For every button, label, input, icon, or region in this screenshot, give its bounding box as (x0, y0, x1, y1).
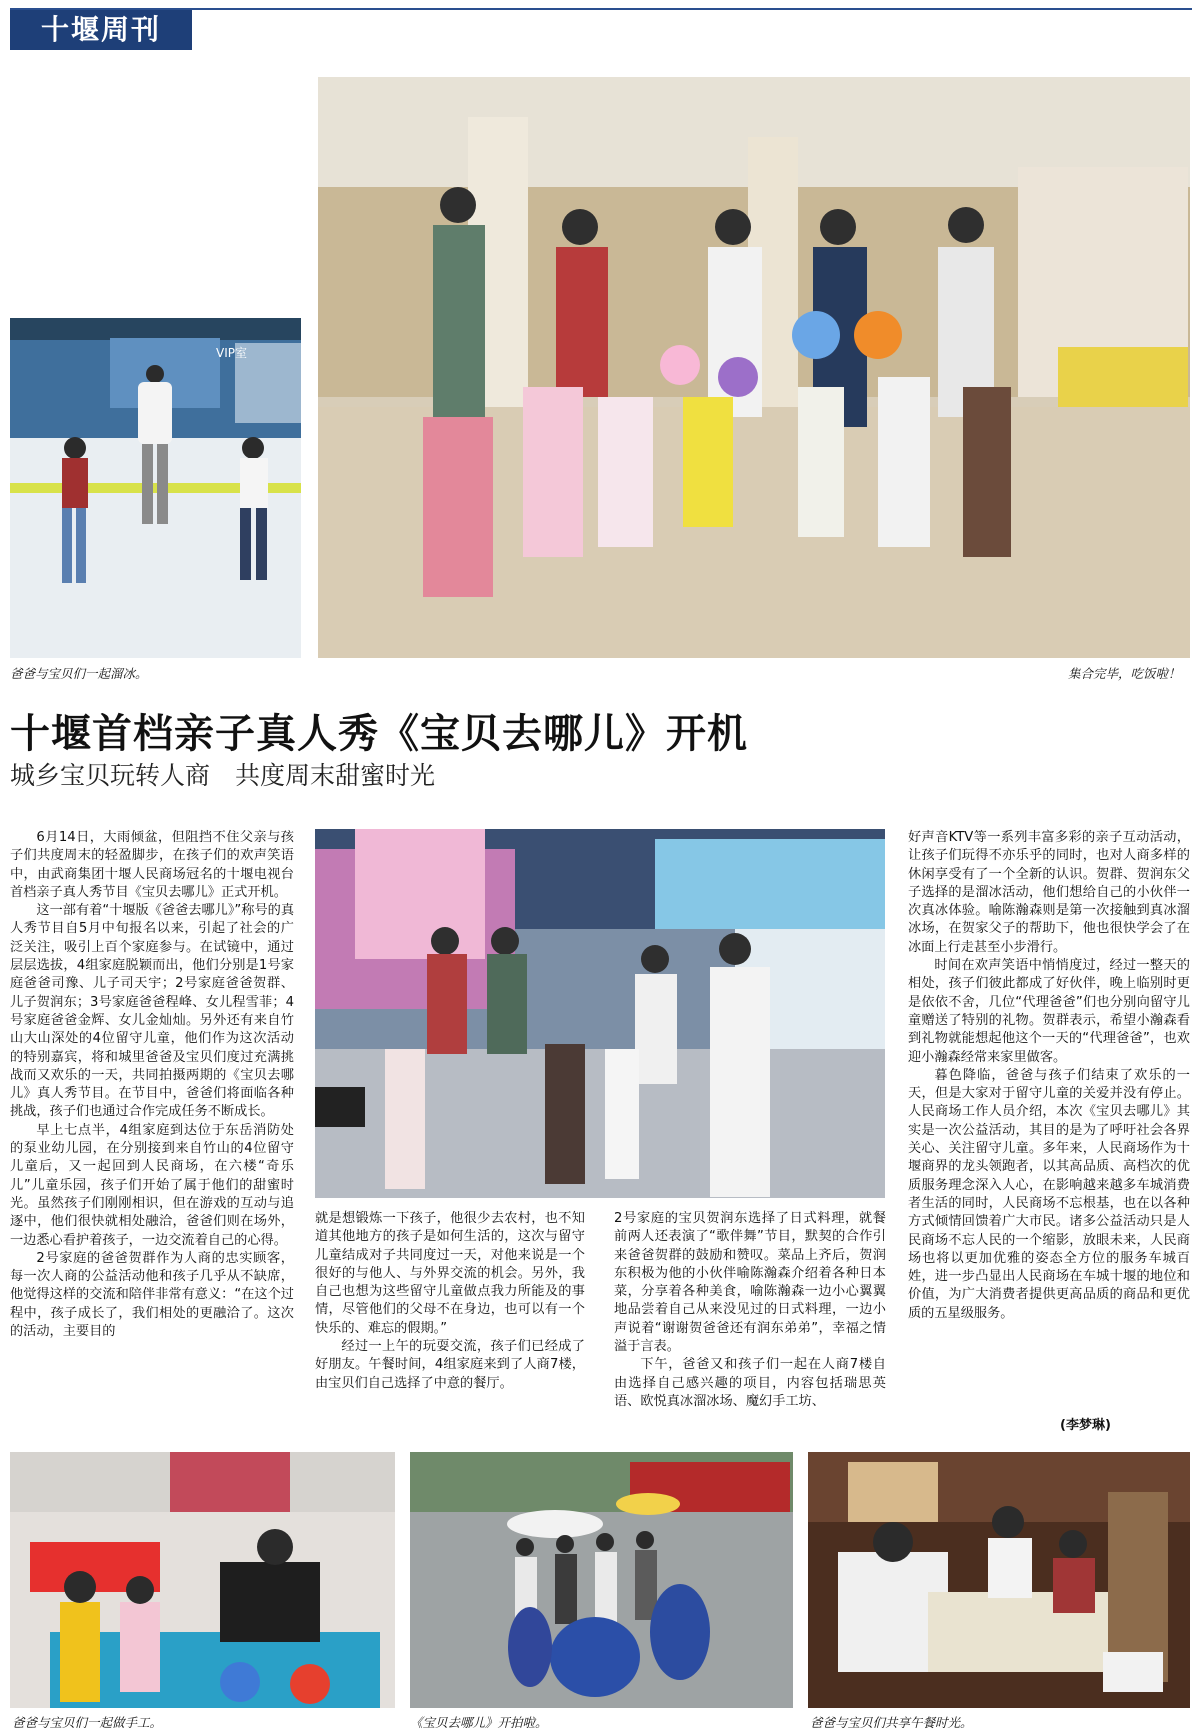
photo-skating (10, 318, 301, 658)
col3-paragraph-1: 2号家庭的宝贝贺润东选择了日式料理，就餐前两人还表演了“歌伴舞”节目，默契的合作引来爸爸贺群的鼓励和赞叹。菜品上齐后，贺润东积极为他的小伙伴喻陈瀚森介绍着各种日本菜，分享着各种美食，喻陈瀚森一边小心翼翼地品尝着自己从来没见过的日式料理，一边小声说着“谢谢贺爸爸还有润东弟弟”，幸福之情溢于言表。 (614, 1211, 886, 1355)
col4-paragraph-1: 好声音KTV等一系列丰富多彩的亲子互动活动，让孩子们玩得不亦乐乎的同时，也对人商多样的休闲享受有了一个全新的认识。贺群、贺润东父子选择的是溜冰活动，他们想给自己的小伙伴一次真冰体验。喻陈瀚森则是第一次接触到真冰溜冰场，在贺家父子的帮助下，他也很快学会了在冰面上行走甚至小步滑行。 (908, 830, 1190, 955)
col1-paragraph-1: 6月14日，大雨倾盆，但阻挡不住父亲与孩子们共度周末的轻盈脚步，在孩子们的欢声笑语中，由武商集团十堰人民商场冠名的十堰电视台首档亲子真人秀节目《宝贝去哪儿》正式开机。 (10, 830, 294, 900)
caption-skating: 爸爸与宝贝们一起溜冰。 (10, 666, 148, 681)
caption-group: 集合完毕，吃饭啦！ (1068, 666, 1181, 681)
col1-paragraph-2: 这一部有着“十堰版《爸爸去哪儿》”称号的真人秀节目自5月中旬报名以来，引起了社会的广泛关注，吸引上百个家庭参与。在试镜中，通过层层选拔，4组家庭脱颖而出，他们分别是1号家庭爸爸司豫、儿子司天宇；2号家庭爸爸贺群、儿子贺润东；3号家庭爸爸程峰、女儿程雪菲；4号家庭爸爸金辉、女儿金灿灿。另外还有来自竹山大山深处的4位留守儿童，他们作为这次活动的特别嘉宾，将和城里爸爸及宝贝们度过充满挑战而又欢乐的一天，共同拍摄两期的《宝贝去哪儿》真人秀节目。在节目中，爸爸们将面临各种挑战，孩子们也通过合作完成任务不断成长。 (10, 903, 294, 1120)
article-column-3 (614, 1210, 886, 1433)
photo-rain (410, 1452, 793, 1708)
author-byline: (李梦琳) (1060, 1418, 1111, 1433)
col2-paragraph-1: 就是想锻炼一下孩子，他很少去农村，也不知道其他地方的孩子是如何生活的，这次与留守儿童结成对子共同度过一天，对他来说是一个很好的与他人、与外界交流的机会。另外，我自己也想为这些留守儿童做点我力所能及的事情，尽管他们的父母不在身边，也可以有一个快乐的、难忘的假期。” (315, 1211, 585, 1336)
col1-paragraph-3: 早上七点半，4组家庭到达位于东岳消防处的泵业幼儿园，在分别接到来自竹山的4位留守儿童后，又一起回到人民商场，在六楼“奇乐儿”儿童乐园，孩子们开始了属于他们的甜蜜时光。虽然孩子们刚刚相识，但在游戏的互动与追逐中，他们很快就相处融洽，爸爸们则在场外，一边悉心看护着孩子，一边交流着自己的心得。 (10, 1122, 294, 1248)
col1-paragraph-4: 2号家庭的爸爸贺群作为人商的忠实顾客，每一次人商的公益活动他和孩子几乎从不缺席，他觉得这样的交流和陪伴非常有意义：“在这个过程中，孩子成长了，我们相处的更融洽了。这次的活动，主要目的 (10, 1250, 294, 1340)
headline: 十堰首档亲子真人秀《宝贝去哪儿》开机 (10, 710, 748, 757)
photo-group (318, 77, 1190, 658)
vip-sign: VIP室 (216, 346, 247, 360)
subheadline: 城乡宝贝玩转人商 共度周末甜蜜时光 (10, 761, 436, 790)
col4-paragraph-3: 暮色降临，爸爸与孩子们结束了欢乐的一天，但是大家对于留守儿童的关爱并没有停止。人民商场工作人员介绍，本次《宝贝去哪儿》其实是一次公益活动，其目的是为了呼吁社会各界关心、关注留守儿童。多年来，人民商场作为十堰商界的龙头领跑者，以其高品质、高档次的优质服务理念深入人心，在影响越来越多车城消费者生活的同时，人民商场不忘根基，也在以各种方式倾情回馈着广大市民。诸多公益活动只是人民商场不忘人民的一个缩影，放眼未来，人民商场也将以更加优雅的姿态全方位的服务车城百姓，进一步凸显出人民商场在车城十堰的地位和价值，为广大消费者提供更高品质的商品和更优质的五星级服务。 (908, 1067, 1190, 1321)
caption-crafts: 爸爸与宝贝们一起做手工。 (12, 1715, 163, 1730)
caption-lunch: 爸爸与宝贝们共享午餐时光。 (810, 1715, 973, 1730)
caption-rain: 《宝贝去哪儿》开拍啦。 (410, 1715, 548, 1730)
photo-crafts (10, 1452, 395, 1708)
article-column-1 (10, 829, 294, 1433)
article-column-4 (908, 829, 1190, 1409)
masthead-title: 十堰周刊 (10, 10, 192, 50)
photo-lunch (808, 1452, 1190, 1708)
article-column-2 (315, 1210, 585, 1433)
col4-paragraph-2: 时间在欢声笑语中悄悄度过，经过一整天的相处，孩子们彼此都成了好伙伴，晚上临别时更是依依不舍，几位“代理爸爸”们也分别向留守儿童赠送了特别的礼物。贺群表示，希望小瀚森看到礼物就能想起他这个一天的“代理爸爸”，也欢迎小瀚森经常来家里做客。 (908, 958, 1190, 1065)
photo-mall (315, 829, 885, 1198)
col3-paragraph-2: 下午，爸爸又和孩子们一起在人商7楼自由选择自己感兴趣的项目，内容包括瑞思英语、欧悦真冰溜冰场、魔幻手工坊、 (614, 1357, 886, 1409)
col2-paragraph-2: 经过一上午的玩耍交流，孩子们已经成了好朋友。午餐时间，4组家庭来到了人商7楼，由宝贝们自己选择了中意的餐厅。 (315, 1339, 585, 1391)
